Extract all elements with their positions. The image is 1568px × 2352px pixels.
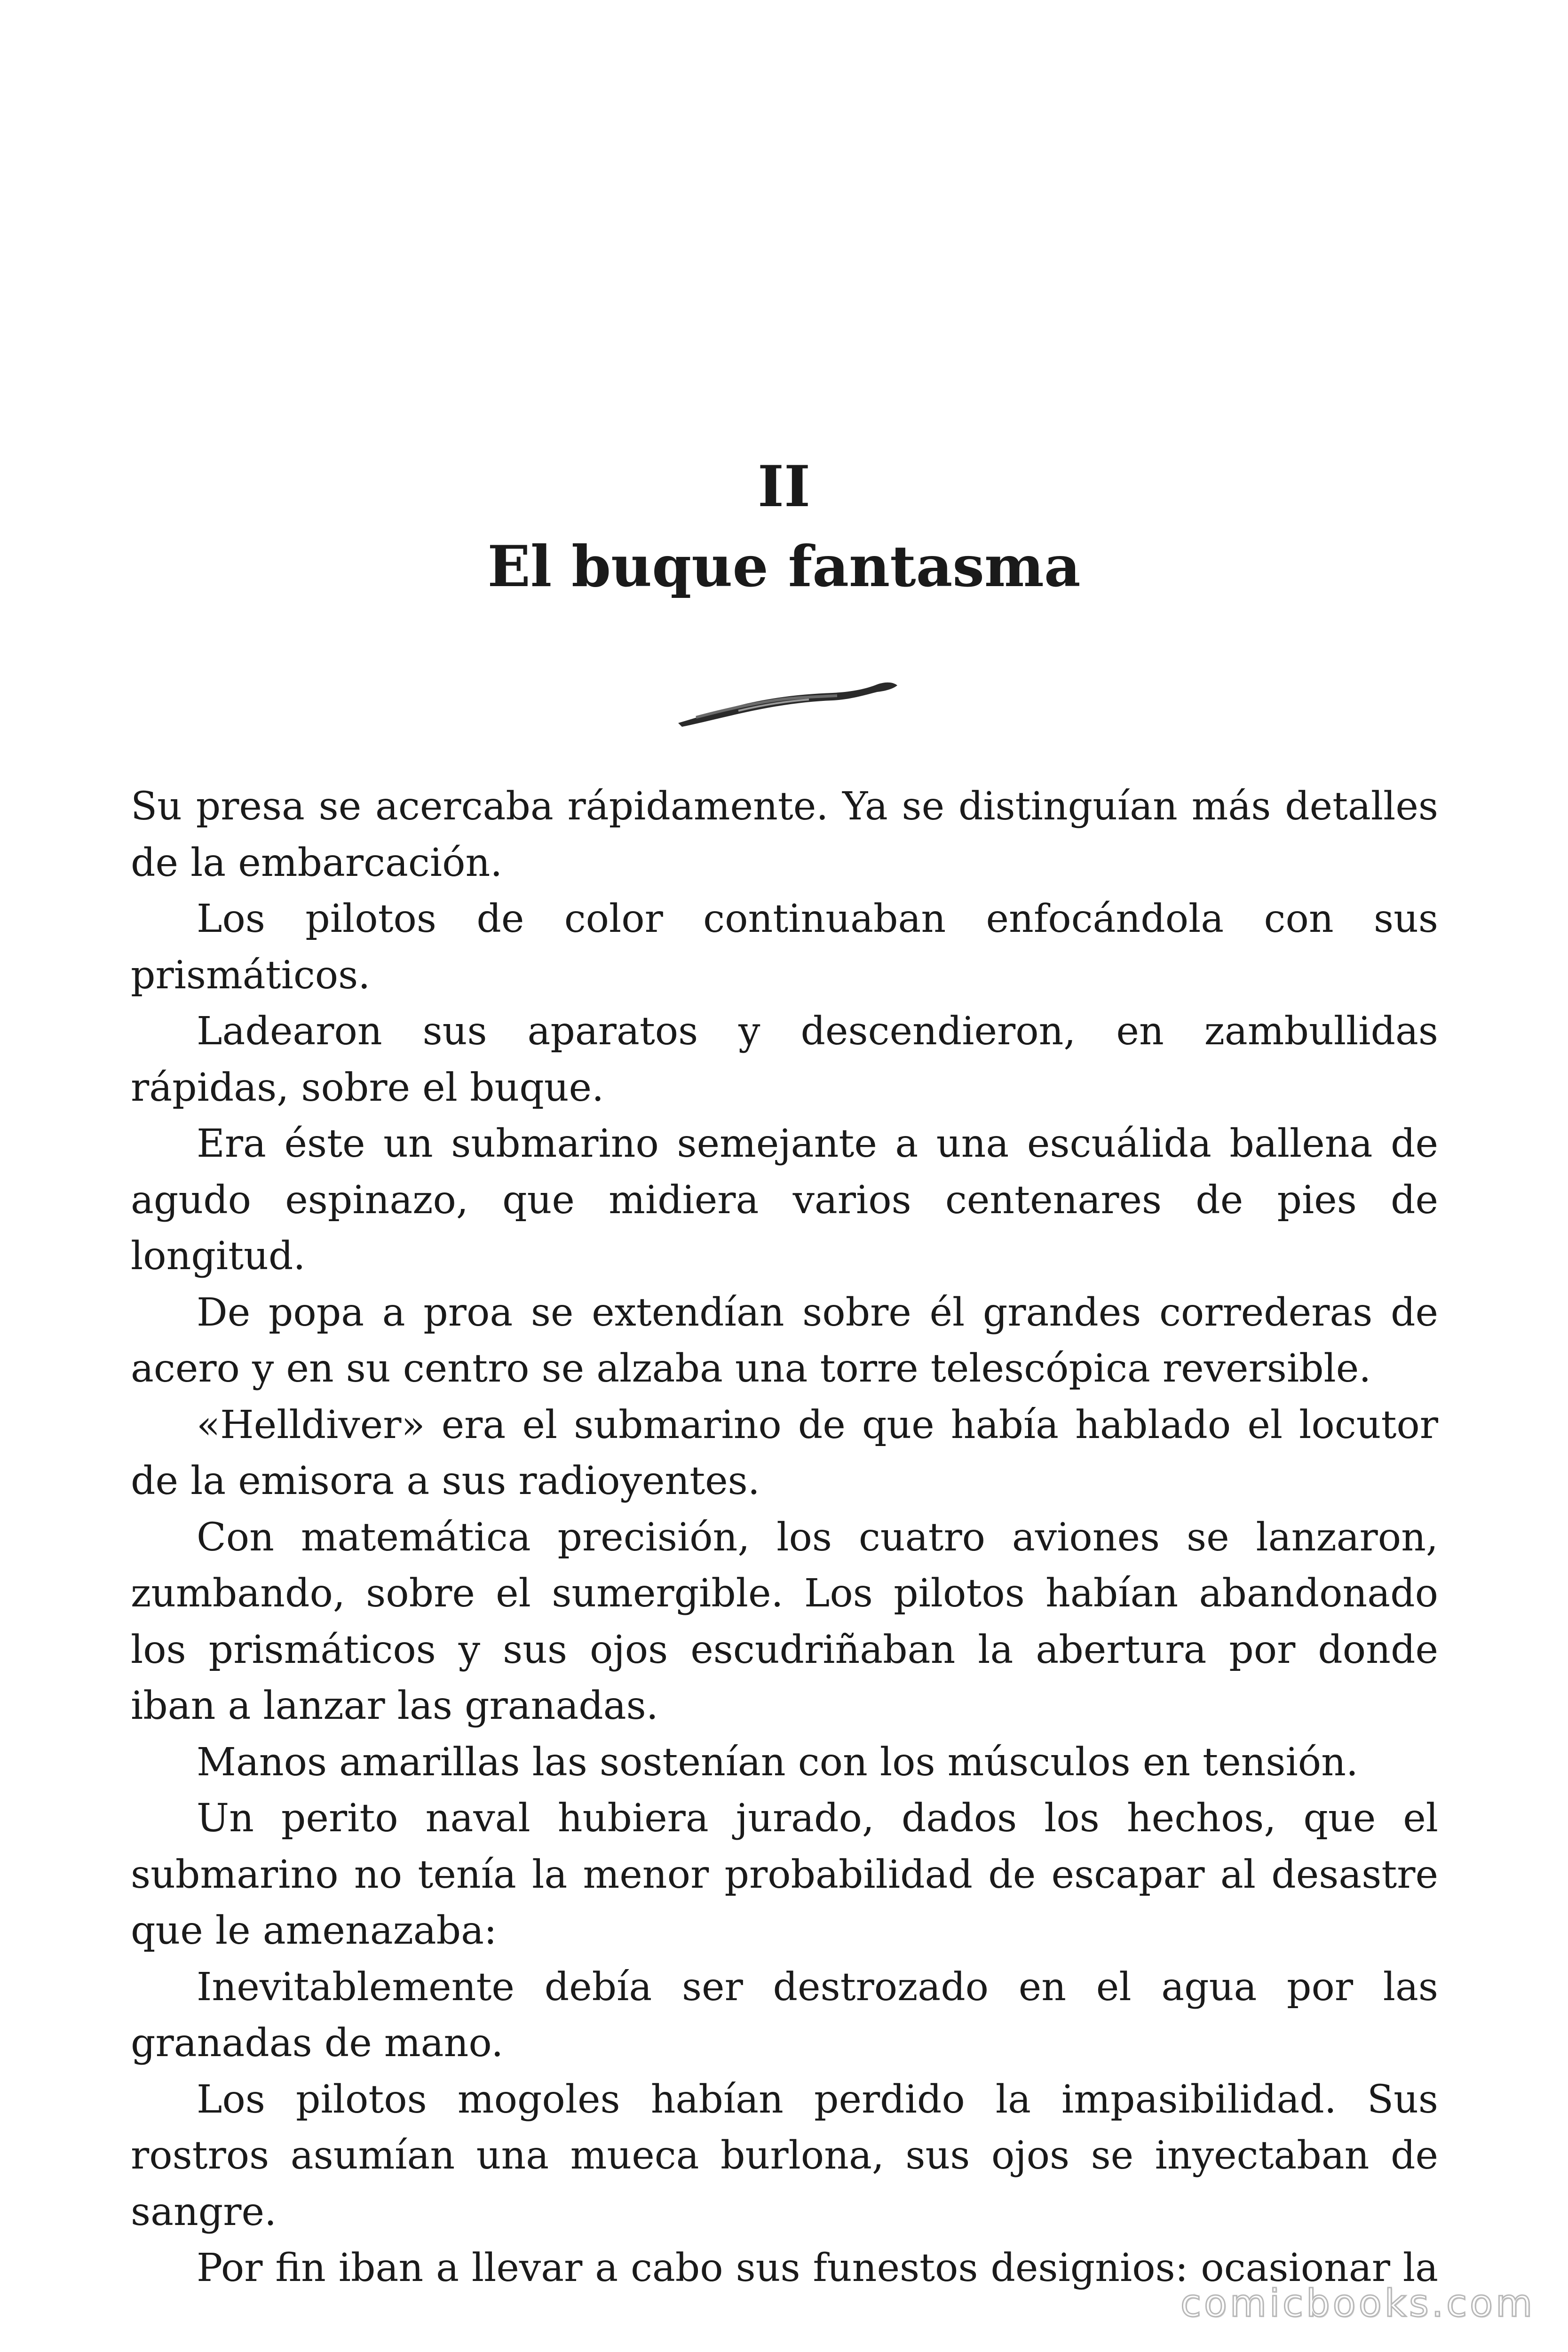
- paragraph: Los pilotos mogoles habían perdido la impasibilidad. Sus rostros asumían una mueca burlona, sus ojos se inyectaban de sangre.: [131, 2077, 1438, 2234]
- paragraph: Era éste un submarino semejante a una escuálida ballena de agudo espinazo, que midiera varios centenares de pies de longitud.: [131, 1121, 1438, 1279]
- chapter-number: II: [757, 453, 811, 520]
- paragraph: Un perito naval hubiera jurado, dados los hechos, que el submarino no tenía la menor probabilidad de escapar al desastre que le amenazaba:: [131, 1796, 1438, 1953]
- paragraph: Por fin iban a llevar a cabo sus funestos designios: ocasionar la: [197, 2246, 1438, 2290]
- brush-stroke-ornament-icon: [668, 670, 903, 736]
- watermark: comicbooks.com: [1180, 2281, 1535, 2325]
- paragraph: Inevitablemente debía ser destrozado en el agua por las granadas de mano.: [131, 1964, 1438, 2066]
- chapter-body: [131, 779, 1438, 2296]
- paragraph: Con matemática precisión, los cuatro aviones se lanzaron, zumbando, sobre el sumergible. Los pilotos habían abandonado los prismáticos y sus ojos escudriñaban la abertura por donde iban a lanzar las granadas.: [131, 1515, 1438, 1728]
- paragraph: Manos amarillas las sostenían con los músculos en tensión.: [197, 1740, 1358, 1785]
- paragraph: Los pilotos de color continuaban enfocándola con sus prismáticos.: [131, 897, 1438, 998]
- paragraph: Su presa se acercaba rápidamente. Ya se distinguían más detalles de la embarcación.: [131, 784, 1438, 885]
- chapter-title: El buque fantasma: [487, 533, 1081, 600]
- paragraph: Ladearon sus aparatos y descendieron, en zambullidas rápidas, sobre el buque.: [131, 1009, 1438, 1110]
- paragraph: De popa a proa se extendían sobre él grandes correderas de acero y en su centro se alzaba una torre telescópica reversible.: [131, 1290, 1438, 1391]
- paragraph: «Helldiver» era el submarino de que había hablado el locutor de la emisora a sus radioyentes.: [131, 1402, 1438, 1503]
